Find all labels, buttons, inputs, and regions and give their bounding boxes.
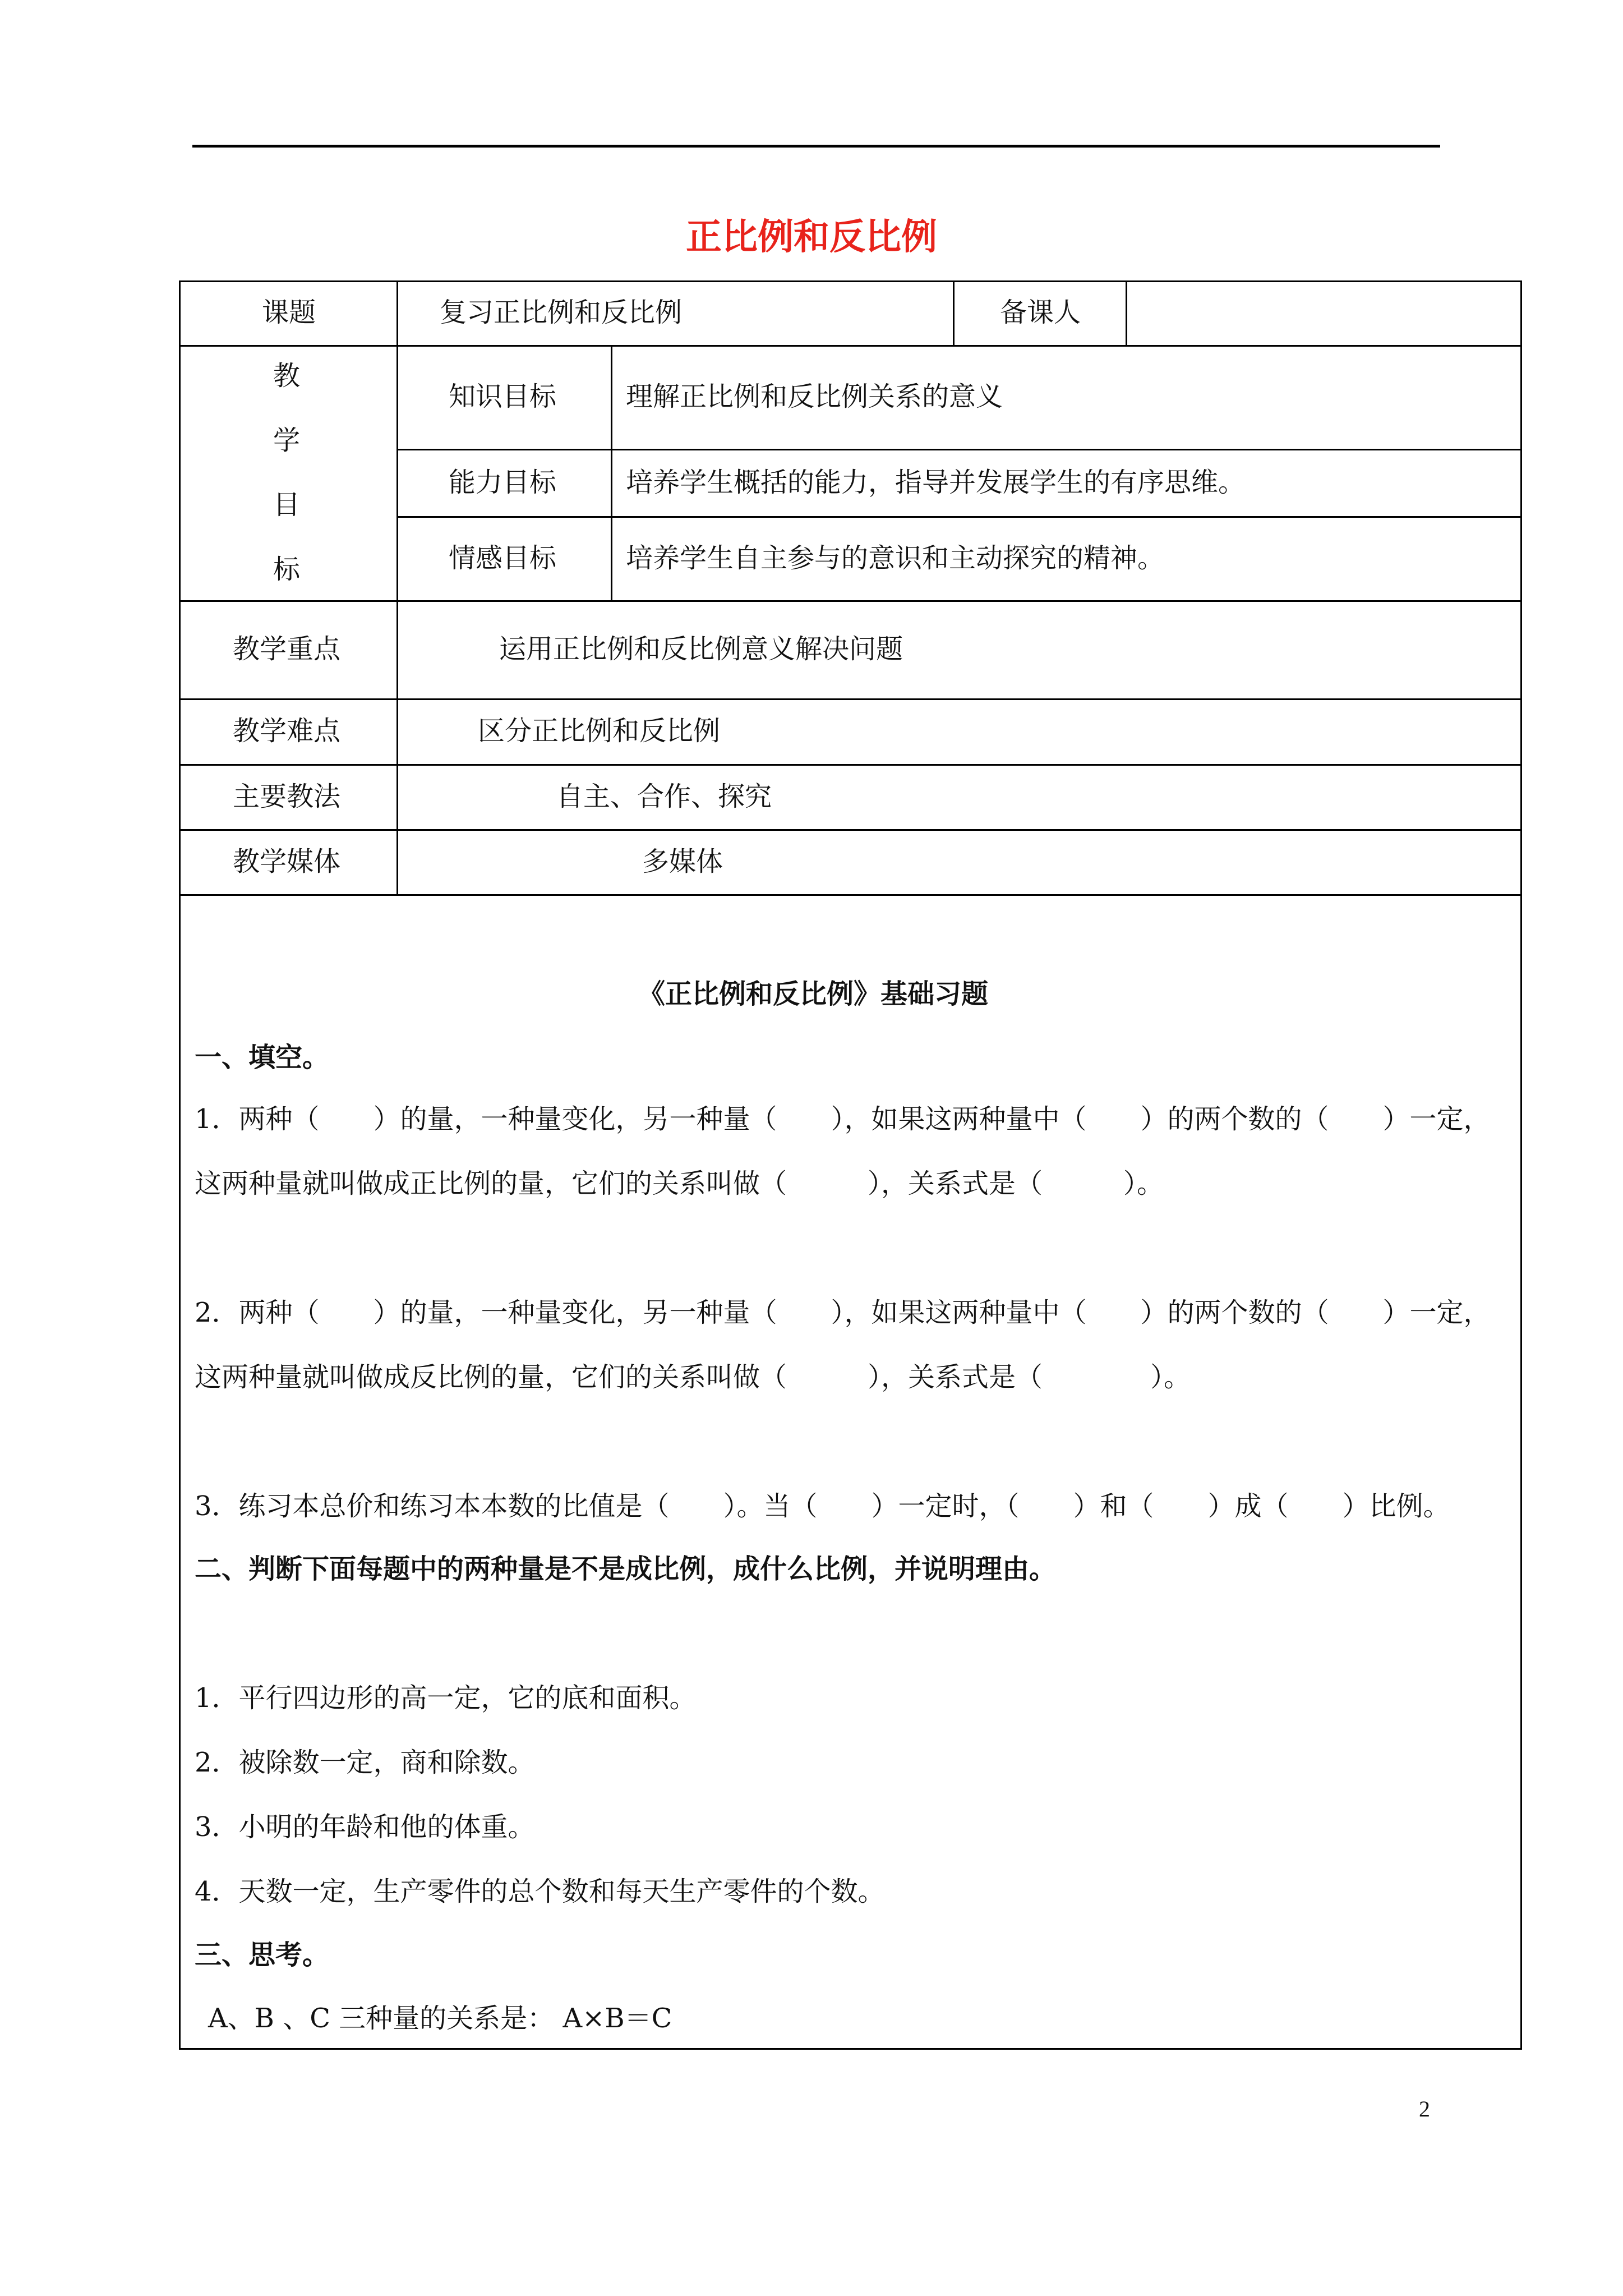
objectives-label-char: 教	[273, 360, 301, 392]
table-col-divider	[611, 345, 612, 600]
question1-line1: 1．两种（ ）的量，一种量变化，另一种量（ ），如果这两种量中（ ）的两个数的（ ）一定，	[195, 1103, 1491, 1135]
objectives-label-char: 学	[273, 425, 301, 456]
topic-value: 复习正比例和反比例	[440, 297, 683, 328]
section2-heading: 二、判断下面每题中的两种量是不是成比例，成什么比例，并说明理由。	[195, 1553, 1057, 1585]
header-rule	[192, 145, 1440, 148]
lesson-plan-table	[179, 280, 1522, 2050]
knowledge-objective-label: 知识目标	[449, 381, 557, 412]
difficulty-value: 区分正比例和反比例	[478, 715, 721, 747]
topic-label: 课题	[262, 297, 316, 328]
question1-line2: 这两种量就叫做成正比例的量，它们的关系叫做（ ），关系式是（ ）。	[195, 1168, 1164, 1199]
table-row-divider	[179, 345, 1522, 347]
emotion-objective-value: 培养学生自主参与的意识和主动探究的精神。	[626, 542, 1165, 574]
preparer-label: 备课人	[1000, 297, 1081, 328]
table-col-divider	[396, 280, 398, 894]
emotion-objective-label: 情感目标	[449, 542, 557, 574]
objectives-label-char: 目	[273, 489, 301, 521]
table-row-divider	[396, 516, 1522, 518]
table-border-right	[1520, 280, 1522, 2050]
section1-heading: 一、填空。	[195, 1042, 330, 1073]
method-label: 主要教法	[233, 781, 341, 812]
table-border-bottom	[179, 2048, 1522, 2050]
question3: 3．练习本总价和练习本本数的比值是（ ）。当（ ）一定时，（ ）和（ ）成（ ）比例。	[195, 1490, 1450, 1522]
question2-line1: 2．两种（ ）的量，一种量变化，另一种量（ ），如果这两种量中（ ）的两个数的（ ）一定，	[195, 1297, 1491, 1328]
section3-heading: 三、思考。	[195, 1939, 330, 1971]
section3-line: A、B 、C 三种量的关系是： A×B＝C	[208, 2003, 672, 2034]
table-row-divider	[179, 894, 1522, 896]
media-label: 教学媒体	[233, 846, 341, 877]
document-title: 正比例和反比例	[686, 216, 937, 258]
method-value: 自主、合作、探究	[556, 781, 772, 812]
section2-item: 2．被除数一定，商和除数。	[195, 1747, 535, 1778]
key-point-value: 运用正比例和反比例意义解决问题	[499, 633, 903, 665]
exercises-title: 《正比例和反比例》基础习题	[638, 978, 989, 1010]
knowledge-objective-value: 理解正比例和反比例关系的意义	[626, 381, 1003, 412]
table-row-divider	[396, 449, 1522, 450]
table-row-divider	[179, 698, 1522, 700]
ability-objective-value: 培养学生概括的能力，指导并发展学生的有序思维。	[626, 467, 1246, 498]
table-border-left	[179, 280, 181, 2050]
section2-item: 1．平行四边形的高一定，它的底和面积。	[195, 1682, 697, 1714]
section2-item: 3．小明的年龄和他的体重。	[195, 1811, 535, 1843]
table-row-divider	[179, 600, 1522, 602]
key-point-label: 教学重点	[233, 633, 341, 665]
table-col-divider	[1126, 280, 1127, 345]
ability-objective-label: 能力目标	[449, 467, 557, 498]
section2-item: 4．天数一定，生产零件的总个数和每天生产零件的个数。	[195, 1876, 885, 1907]
media-value: 多媒体	[642, 846, 723, 877]
table-col-divider	[953, 280, 955, 345]
difficulty-label: 教学难点	[233, 715, 341, 747]
table-row-divider	[179, 764, 1522, 766]
table-row-divider	[179, 829, 1522, 831]
objectives-label-char: 标	[273, 554, 301, 585]
table-border-top	[179, 280, 1522, 282]
page-number: 2	[1419, 2096, 1430, 2122]
question2-line2: 这两种量就叫做成反比例的量，它们的关系叫做（ ），关系式是（ ）。	[195, 1361, 1191, 1393]
